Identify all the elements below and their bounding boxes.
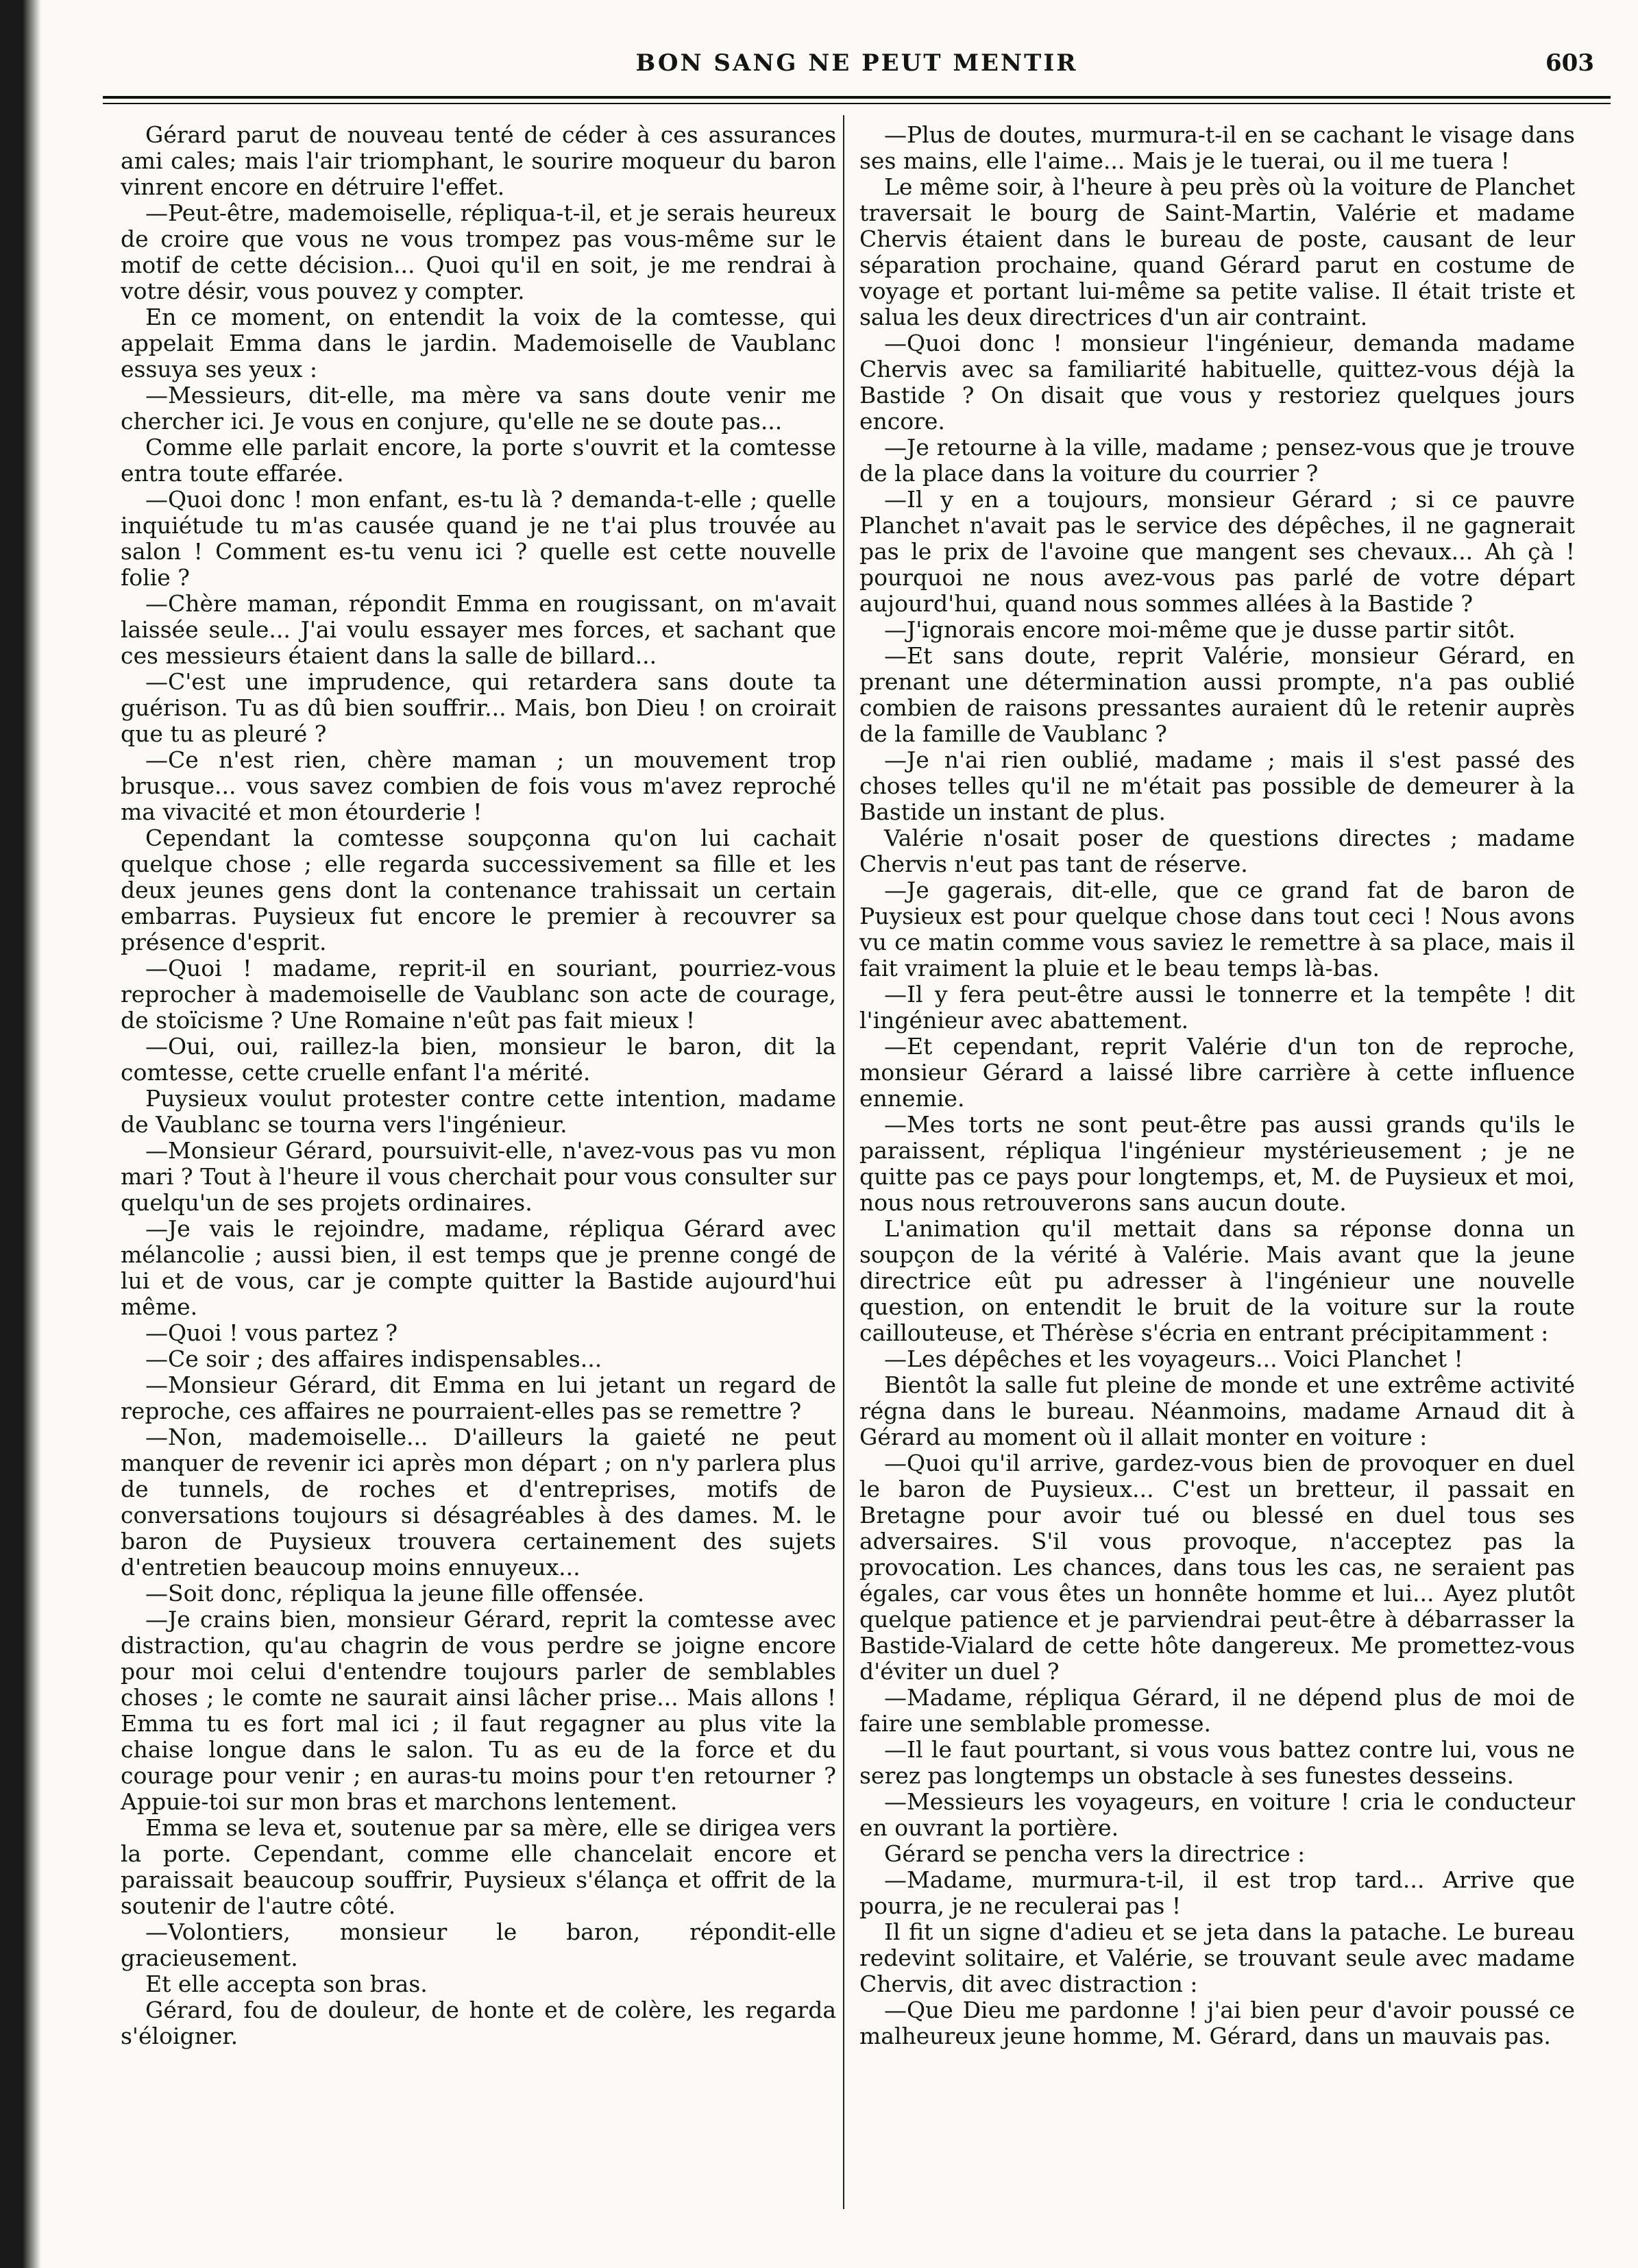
paragraph: En ce moment, on entendit la voix de la comtesse, qui appelait Emma dans le jardin. Mademoiselle de Vaublanc essuya ses yeux : — [121, 304, 836, 382]
paragraph: —Madame, répliqua Gérard, il ne dépend plus de moi de faire une semblable promesse. — [859, 1684, 1575, 1737]
paragraph: —Et cependant, reprit Valérie d'un ton de reproche, monsieur Gérard a laissé libre carrière à cette influence ennemie. — [859, 1033, 1575, 1112]
paragraph: Il fit un signe d'adieu et se jeta dans la patache. Le bureau redevint solitaire, et Valérie, se trouvant seule avec madame Chervis, dit avec distraction : — [859, 1918, 1575, 1997]
paragraph: —C'est une imprudence, qui retardera sans doute ta guérison. Tu as dû bien souffrir... Mais, bon Dieu ! on croirait que tu as pleuré ? — [121, 668, 836, 747]
paragraph: —Monsieur Gérard, dit Emma en lui jetant un regard de reproche, ces affaires ne pourraient-elles pas se remettre ? — [121, 1371, 836, 1424]
paragraph: —Ce n'est rien, chère maman ; un mouvement trop brusque... vous savez combien de fois vous m'avez reproché ma vivacité et mon étourderie ! — [121, 746, 836, 825]
paragraph: —Ce soir ; des affaires indispensables... — [145, 1345, 602, 1372]
paragraph: —Quoi donc ! mon enfant, es-tu là ? demanda-t-elle ; quelle inquiétude tu m'as causée quand je ne t'ai plus trouvée au salon ! Comment es-tu venu ici ? quelle est cette nouvelle folie ? — [121, 486, 836, 591]
paragraph: Le même soir, à l'heure à peu près où la voiture de Planchet traversait le bourg de Saint-Martin, Valérie et madame Chervis étaient dans le bureau de poste, causant de leur séparation prochaine, quand Gérard parut en costume de voyage et portant lui-même sa petite valise. Il était triste et salua les deux directrices d'un air contraint. — [859, 173, 1575, 330]
paragraph: Comme elle parlait encore, la porte s'ouvrit et la comtesse entra toute effarée. — [121, 434, 836, 487]
left-column — [121, 122, 836, 2049]
paragraph: —Quoi ! madame, reprit-il en souriant, pourriez-vous reprocher à mademoiselle de Vaublanc son acte de courage, de stoïcisme ? Une Romaine n'eût pas fait mieux ! — [121, 955, 836, 1034]
paragraph: —Monsieur Gérard, poursuivit-elle, n'avez-vous pas vu mon mari ? Tout à l'heure il vous cherchait pour vous consulter sur quelqu'un de ses projets ordinaires. — [121, 1137, 836, 1216]
paragraph: —Et sans doute, reprit Valérie, monsieur Gérard, en prenant une détermination aussi prompte, n'a pas oublié combien de raisons pressantes auraient dû le retenir auprès de la famille de Vaublanc ? — [859, 642, 1575, 747]
paragraph: —Quoi ! vous partez ? — [145, 1319, 398, 1346]
paragraph: —Non, mademoiselle... D'ailleurs la gaieté ne peut manquer de revenir ici après mon départ ; on n'y parlera plus de tunnels, de roches et d'entreprises, motifs de conversations toujours si désagréables à des dames. M. le baron de Puysieux trouvera certainement des sujets d'entretien beaucoup moins ennuyeux... — [121, 1424, 836, 1581]
paragraph: —Quoi donc ! monsieur l'ingénieur, demanda madame Chervis avec sa familiarité habituelle, quittez-vous déjà la Bastide ? On disait que vous y restoriez quelques jours encore. — [859, 330, 1575, 435]
paragraph: —Les dépêches et les voyageurs... Voici Planchet ! — [884, 1345, 1463, 1372]
page-header — [103, 41, 1611, 96]
paragraph: L'animation qu'il mettait dans sa réponse donna un soupçon de la vérité à Valérie. Mais avant que la jeune directrice eût pu adresser à l'ingénieur une nouvelle question, on entendit le bruit de la voiture sur la route caillouteuse, et Thérèse s'écria en entrant précipitamment : — [859, 1215, 1575, 1346]
paragraph: —Oui, oui, raillez-la bien, monsieur le baron, dit la comtesse, cette cruelle enfant l'a mérité. — [121, 1033, 836, 1086]
paragraph: —Que Dieu me pardonne ! j'ai bien peur d'avoir poussé ce malheureux jeune homme, M. Gérard, dans un mauvais pas. — [859, 1997, 1575, 2049]
paragraph: —J'ignorais encore moi-même que je dusse partir sitôt. — [884, 616, 1516, 643]
paragraph: —Je n'ai rien oublié, madame ; mais il s'est passé des choses telles qu'il ne m'était pas possible de demeurer à la Bastide un instant de plus. — [859, 746, 1575, 825]
paragraph: —Quoi qu'il arrive, gardez-vous bien de provoquer en duel le baron de Puysieux... C'est un bretteur, il passait en Bretagne pour avoir tué ou blessé en duel tous ses adversaires. S'il vous provoque, n'acceptez pas la provocation. Les chances, dans tous les cas, ne seraient pas égales, car vous êtes un honnête homme et lui... Ayez plutôt quelque patience et je parviendrai peut-être à débarrasser la Bastide-Vialard de cette hôte dangereux. Me promettez-vous d'éviter un duel ? — [859, 1450, 1575, 1685]
paragraph: —Madame, murmura-t-il, il est trop tard... Arrive que pourra, je ne reculerai pas ! — [859, 1866, 1575, 1919]
running-title: BON SANG NE PEUT MENTIR — [635, 49, 1078, 77]
paragraph: —Messieurs les voyageurs, en voiture ! cria le conducteur en ouvrant la portière. — [859, 1788, 1575, 1841]
paragraph: —Il le faut pourtant, si vous vous battez contre lui, vous ne serez pas longtemps un obstacle à ses funestes desseins. — [859, 1736, 1575, 1789]
paragraph: —Plus de doutes, murmura-t-il en se cachant le visage dans ses mains, elle l'aime... Mais je le tuerai, ou il me tuera ! — [859, 121, 1575, 174]
paragraph: —Chère maman, répondit Emma en rougissant, on m'avait laissée seule... J'ai voulu essayer mes forces, et sachant que ces messieurs étaient dans la salle de billard... — [121, 590, 836, 669]
paragraph: —Il y en a toujours, monsieur Gérard ; si ce pauvre Planchet n'avait pas le service des dépêches, il ne gagnerait pas le prix de l'avoine que mangent ses chevaux... Ah çà ! pourquoi ne nous avez-vous pas parlé de votre départ aujourd'hui, quand nous sommes allées à la Bastide ? — [859, 486, 1575, 617]
paragraph: Emma se leva et, soutenue par sa mère, elle se dirigea vers la porte. Cependant, comme elle chancelait encore et paraissait beaucoup souffrir, Puysieux s'élança et offrit de la soutenir de l'autre côté. — [121, 1814, 836, 1919]
paragraph: Puysieux voulut protester contre cette intention, madame de Vaublanc se tourna vers l'ingénieur. — [121, 1085, 836, 1138]
paragraph: —Mes torts ne sont peut-être pas aussi grands qu'ils le paraissent, répliqua l'ingénieur mystérieusement ; je ne quitte pas ce pays pour longtemps, et, M. de Puysieux et moi, nous nous retrouverons sans aucun doute. — [859, 1111, 1575, 1216]
column-divider — [843, 115, 844, 2209]
paragraph: Et elle accepta son bras. — [145, 1971, 428, 1997]
paragraph: Gérard se pencha vers la directrice : — [884, 1840, 1306, 1867]
paragraph: —Je gagerais, dit-elle, que ce grand fat de baron de Puysieux est pour quelque chose dans tout ceci ! Nous avons vu ce matin comme vous saviez le remettre à sa place, mais il fait vraiment la pluie et le beau temps là-bas. — [859, 877, 1575, 981]
paragraph: —Il y fera peut-être aussi le tonnerre et la tempête ! dit l'ingénieur avec abattement. — [859, 981, 1575, 1034]
binding-edge-shadow — [0, 0, 41, 2268]
paragraph: —Messieurs, dit-elle, ma mère va sans doute venir me chercher ici. Je vous en conjure, qu'elle ne se doute pas... — [121, 382, 836, 435]
paragraph: Bientôt la salle fut pleine de monde et une extrême activité régna dans le bureau. Néanmoins, madame Arnaud dit à Gérard au moment où il allait monter en voiture : — [859, 1371, 1575, 1450]
paragraph: —Soit donc, répliqua la jeune fille offensée. — [145, 1580, 645, 1607]
paragraph: —Je vais le rejoindre, madame, répliqua Gérard avec mélancolie ; aussi bien, il est temps que je prenne congé de lui et de vous, car je compte quitter la Bastide aujourd'hui même. — [121, 1215, 836, 1320]
paragraph: —Volontiers, monsieur le baron, répondit-elle gracieusement. — [121, 1918, 836, 1971]
paragraph: Cependant la comtesse soupçonna qu'on lui cachait quelque chose ; elle regarda successivement sa fille et les deux jeunes gens dont la contenance trahissait un certain embarras. Puysieux fut encore le premier à recouvrer sa présence d'esprit. — [121, 825, 836, 955]
header-rule-secondary — [103, 103, 1611, 104]
right-column — [859, 122, 1575, 2049]
paragraph: Valérie n'osait poser de questions directes ; madame Chervis n'eut pas tant de réserve. — [859, 825, 1575, 877]
paragraph: Gérard, fou de douleur, de honte et de colère, les regarda s'éloigner. — [121, 1997, 836, 2049]
paragraph: —Peut-être, mademoiselle, répliqua-t-il, et je serais heureux de croire que vous ne vous trompez pas vous-même sur le motif de cette décision... Quoi qu'il en soit, je me rendrai à votre désir, vous pouvez y compter. — [121, 199, 836, 304]
page-number: 603 — [1545, 49, 1594, 77]
paragraph: Gérard parut de nouveau tenté de céder à ces assurances ami cales; mais l'air triomphant, le sourire moqueur du baron vinrent encore en détruire l'effet. — [121, 121, 836, 200]
paragraph: —Je retourne à la ville, madame ; pensez-vous que je trouve de la place dans la voiture du courrier ? — [859, 434, 1575, 487]
paragraph: —Je crains bien, monsieur Gérard, reprit la comtesse avec distraction, qu'au chagrin de vous perdre se joigne encore pour moi celui d'entendre toujours parler de semblables choses ; le comte ne saurait ainsi lâcher prise... Mais allons ! Emma tu es fort mal ici ; il faut regagner au plus vite la chaise longue dans le salon. Tu as eu de la force et du courage pour venir ; en auras-tu moins pour t'en retourner ? Appuie-toi sur mon bras et marchons lentement. — [121, 1606, 836, 1815]
header-rule — [103, 96, 1611, 99]
